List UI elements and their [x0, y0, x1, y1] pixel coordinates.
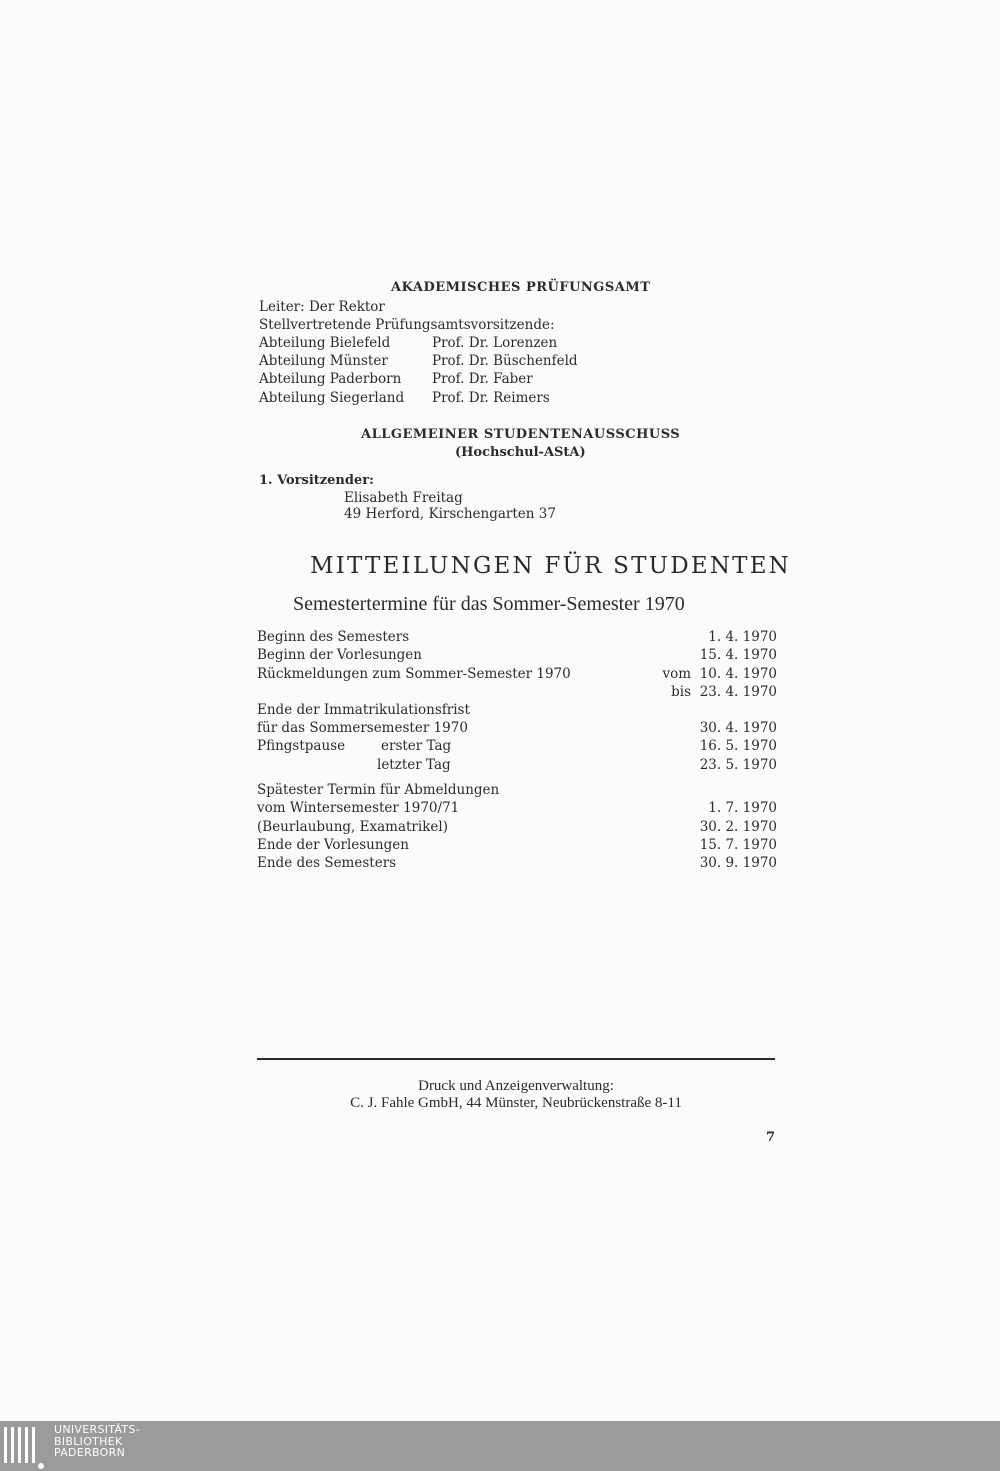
row-date: 10. 4. 1970 — [699, 666, 777, 682]
row-label: Ende der Immatrikulationsfrist — [257, 702, 470, 718]
table-row — [257, 756, 779, 774]
abteilung-person: Prof. Dr. Faber — [432, 371, 533, 387]
library-line1: UNIVERSITÄTS- — [54, 1423, 140, 1436]
asta-address: 49 Herford, Kirschengarten 37 — [344, 506, 556, 522]
table-row — [257, 818, 779, 836]
row-date: 15. 4. 1970 — [699, 647, 777, 663]
row-date: 30. 2. 1970 — [699, 819, 777, 835]
library-logo-icon — [4, 1427, 44, 1467]
abteilung-name: Abteilung Bielefeld — [259, 335, 391, 351]
table-row — [257, 854, 779, 872]
row-label: Pfingstpause — [257, 738, 346, 754]
row-label: vom Wintersemester 1970/71 — [257, 800, 460, 816]
table-row — [257, 719, 779, 737]
row-date: 15. 7. 1970 — [699, 837, 777, 853]
row-label: Rückmeldungen zum Sommer-Semester 1970 — [257, 666, 571, 682]
abteilung-person: Prof. Dr. Lorenzen — [432, 335, 558, 351]
abteilung-name: Abteilung Paderborn — [259, 371, 402, 387]
row-date: 30. 9. 1970 — [699, 855, 777, 871]
asta-heading: ALLGEMEINER STUDENTENAUSSCHUSS — [361, 427, 681, 442]
row-label: für das Sommersemester 1970 — [257, 720, 468, 736]
table-row — [257, 781, 779, 799]
imprint-divider — [257, 1058, 775, 1060]
row-date: 1. 4. 1970 — [708, 629, 777, 645]
row-sublabel: letzter Tag — [377, 757, 451, 773]
asta-subheading: (Hochschul-AStA) — [455, 445, 586, 460]
table-row — [257, 799, 779, 817]
asta-vorsitz-label: 1. Vorsitzender: — [259, 473, 374, 488]
abteilung-person: Prof. Dr. Reimers — [432, 390, 550, 406]
table-row — [257, 646, 779, 664]
table-row — [257, 665, 779, 683]
pruefungsamt-stellvertretende: Stellvertretende Prüfungsamtsvorsitzende: — [259, 317, 555, 333]
table-row — [257, 737, 779, 755]
abteilung-name: Abteilung Münster — [259, 353, 388, 369]
library-line3: PADERBORN — [54, 1446, 126, 1459]
library-line2: BIBLIOTHEK — [54, 1434, 123, 1448]
row-prefix: vom — [662, 666, 691, 682]
pruefungsamt-leiter: Leiter: Der Rektor — [259, 299, 385, 315]
mitteilungen-subtitle: Semestertermine für das Sommer-Semester 1970 — [293, 593, 685, 615]
imprint-line2: C. J. Fahle GmbH, 44 Münster, Neubrückenstraße 8-11 — [350, 1095, 682, 1111]
row-label: Ende des Semesters — [257, 855, 397, 871]
library-footer-bar — [0, 1421, 1000, 1471]
row-sublabel: erster Tag — [381, 738, 452, 754]
row-label: (Beurlaubung, Examatrikel) — [257, 819, 448, 835]
row-label: Ende der Vorlesungen — [257, 837, 409, 853]
mitteilungen-title: MITTEILUNGEN FÜR STUDENTEN — [310, 553, 792, 579]
abteilung-person: Prof. Dr. Büschenfeld — [432, 353, 578, 369]
page-number: 7 — [766, 1130, 776, 1145]
table-row — [257, 628, 779, 646]
abteilung-name: Abteilung Siegerland — [259, 390, 405, 406]
table-row — [257, 683, 779, 701]
row-date: 23. 5. 1970 — [699, 757, 777, 773]
table-row — [257, 701, 779, 719]
library-name — [54, 1424, 140, 1459]
row-date: 16. 5. 1970 — [699, 738, 777, 754]
row-date: 23. 4. 1970 — [699, 684, 777, 700]
table-row — [257, 836, 779, 854]
pruefungsamt-heading: AKADEMISCHES PRÜFUNGSAMT — [391, 280, 651, 295]
row-label: Beginn der Vorlesungen — [257, 647, 422, 663]
row-label: Spätester Termin für Abmeldungen — [257, 782, 500, 798]
row-date: 1. 7. 1970 — [708, 800, 777, 816]
row-label: Beginn des Semesters — [257, 629, 410, 645]
imprint-line1: Druck und Anzeigenverwaltung: — [418, 1078, 614, 1094]
row-date: 30. 4. 1970 — [699, 720, 777, 736]
asta-name: Elisabeth Freitag — [344, 490, 463, 506]
row-prefix: bis — [671, 684, 691, 700]
